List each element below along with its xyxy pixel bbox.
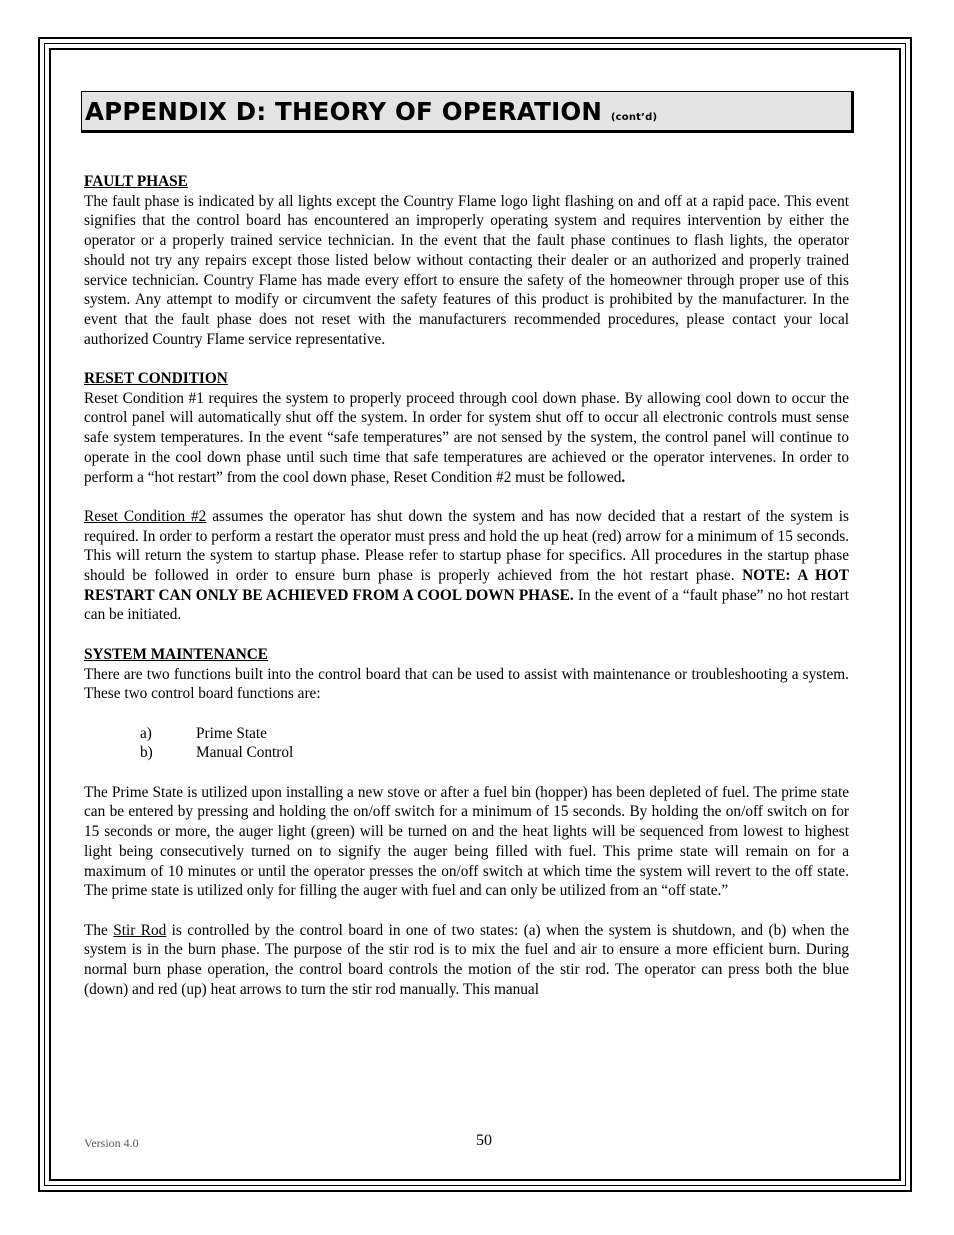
page-title	[85, 97, 657, 126]
footer-version: Version 4.0	[84, 1136, 139, 1150]
stir-rod-paragraph	[84, 921, 849, 1000]
page-title-suffix: (cont’d)	[610, 112, 658, 123]
list-item	[84, 724, 849, 744]
reset-condition-2-text: assumes the operator has shut down the system and has now decided that a restart of the system is required. In order to perform a restart the operator must press and hold the up heat (red) arrow for a minimum of 15 seconds. This will return the system to startup phase. Please refer to startup phase for specifics. All procedures in the startup phase should be followed in order to ensure burn phase is properly achieved from the hot restart phase.	[84, 507, 849, 585]
list-item-text: Manual Control	[196, 744, 294, 762]
system-maintenance-heading: SYSTEM MAINTENANCE	[84, 645, 269, 663]
reset-condition-2-label: Reset Condition #2	[84, 507, 207, 525]
list-item-text: Prime State	[196, 724, 267, 742]
list-item-marker: b)	[140, 744, 153, 762]
reset-condition-1-paragraph	[84, 389, 849, 488]
reset-condition-1-end: .	[621, 468, 626, 486]
reset-condition-heading: RESET CONDITION	[84, 370, 228, 388]
document-body	[84, 172, 849, 999]
list-item	[84, 743, 849, 763]
stir-rod-pre: The	[84, 921, 114, 939]
reset-condition-2-paragraph	[84, 507, 849, 625]
stir-rod-text: is controlled by the control board in one of two states: (a) when the system is shutdown, and (b) when the system is in the burn phase. The purpose of the stir rod is to mix the fuel and air to ensure a more efficient burn. During normal burn phase operation, the control board controls the motion of the stir rod. The operator can press both the blue (down) and red (up) heat arrows to turn the stir rod manually. This manual	[84, 921, 849, 998]
reset-condition-2-tail: In the event of a “fault phase” no hot restart can be initiated.	[84, 586, 849, 624]
page-number: 50	[476, 1132, 492, 1149]
maintenance-functions-list	[84, 724, 849, 763]
reset-condition-1-text: Reset Condition #1 requires the system to properly proceed through cool down phase. By allowing cool down to occur the control panel will automatically shut off the system. In order for system shut off to occur all electronic controls must sense safe system temperatures. In the event “safe temperatures” are not sensed by the system, the control panel will continue to operate in the cool down phase until such time that safe temperatures are achieved or the operator intervenes. In order to perform a “hot restart” from the cool down phase, Reset Condition #2 must be followed	[84, 389, 849, 486]
appendix-title-box	[81, 91, 854, 133]
prime-state-paragraph: The Prime State is utilized upon installing a new stove or after a fuel bin (hopper) has been depleted of fuel. The prime state can be entered by pressing and holding the on/off switch for a minimum of 15 seconds. By holding the on/off switch on for 15 seconds or more, the auger light (green) will be turned on and the heat lights will be sequenced from lowest to highest light being consecutively turned on to signify the auger being filled with fuel. This prime state will remain on for a maximum of 10 minutes or until the operator presses the on/off switch at which time the system will revert to the off state. The prime state is utilized only for filling the auger with fuel and can only be utilized from an “off state.”	[84, 783, 849, 900]
stir-rod-label: Stir Rod	[113, 921, 167, 939]
fault-phase-paragraph: The fault phase is indicated by all lights except the Country Flame logo light flashing on and off at a rapid pace. This event signifies that the control board has encountered an improperly operating system and requires intervention by either the operator or a properly trained service technician. In the event that the fault phase continues to flash lights, the operator should not try any repairs except those listed below without contacting their dealer or an authorized and properly trained service technician. Country Flame has made every effort to ensure the safety of the homeowner through proper use of this system. Any attempt to modify or circumvent the safety features of this product is prohibited by the manufacturer. In the event that the fault phase does not reset with the manufacturers recommended procedures, please contact your local authorized Country Flame service representative.	[84, 192, 849, 348]
hot-restart-note: NOTE: A HOT RESTART CAN ONLY BE ACHIEVED FROM A COOL DOWN PHASE.	[84, 567, 849, 604]
fault-phase-heading: FAULT PHASE	[84, 173, 188, 190]
system-maintenance-intro: There are two functions built into the control board that can be used to assist with maintenance or troubleshooting a system. These two control board functions are:	[84, 665, 849, 703]
page-title-text: APPENDIX D: THEORY OF OPERATION	[85, 97, 603, 126]
list-item-marker: a)	[140, 724, 152, 742]
